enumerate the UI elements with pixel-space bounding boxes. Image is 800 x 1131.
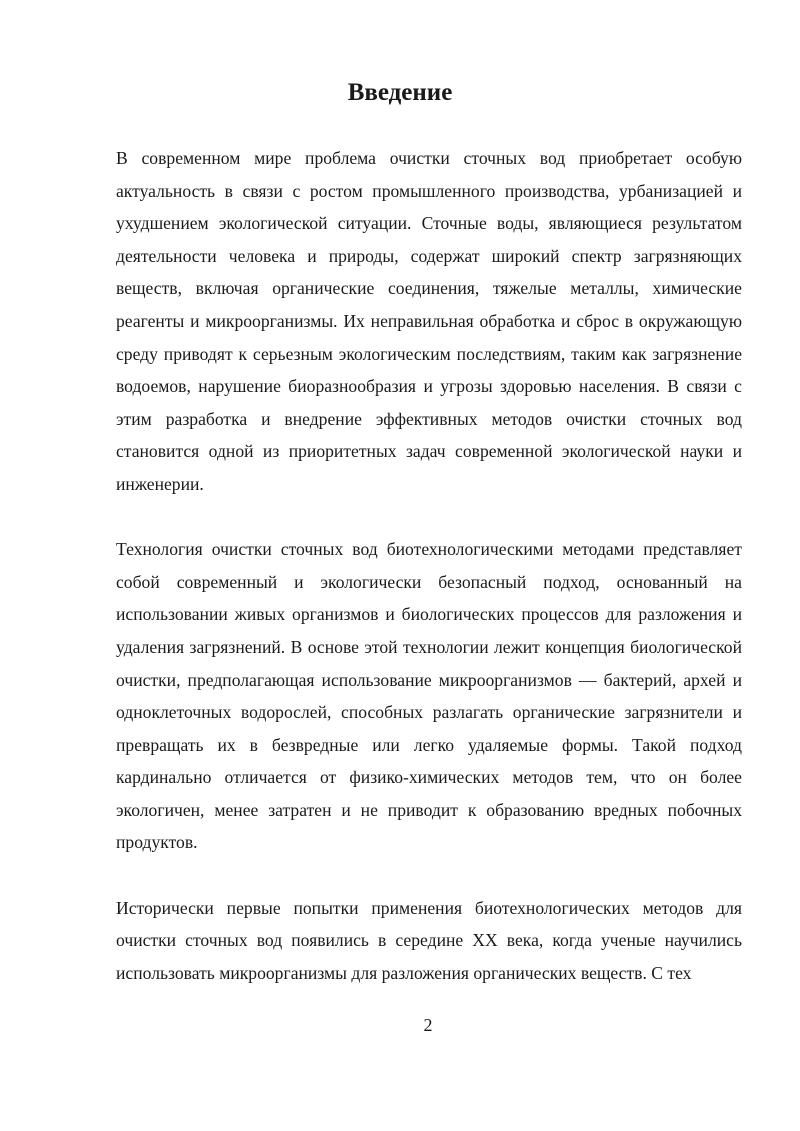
body-text — [116, 142, 742, 989]
paragraph-3: Исторически первые попытки применения биотехнологических методов для очистки сточных вод появились в середине XX века, когда ученые научились использовать микроорганизмы для разложения органических веществ. С тех — [116, 897, 742, 983]
page-number: 2 — [423, 1015, 433, 1035]
paragraph-1: В современном мире проблема очистки сточных вод приобретает особую актуальность в связи с ростом промышленного производства, урбанизацией и ухудшением экологической ситуации. Сточные воды, являющиеся результатом деятельности человека и природы, содержат широкий спектр загрязняющих веществ, включая органические соединения, тяжелые металлы, химические реагенты и микроорганизмы. Их неправильная обработка и сброс в окружающую среду приводят к серьезным экологическим последствиям, таким как загрязнение водоемов, нарушение биоразнообразия и угрозы здоровью населения. В связи с этим разработка и внедрение эффективных методов очистки сточных вод становится одной из приоритетных задач современной экологической науки и инженерии. — [116, 148, 742, 494]
paragraph-2: Технология очистки сточных вод биотехнологическими методами представляет собой современный и экологически безопасный подход, основанный на использовании живых организмов и биологических процессов для разложения и удаления загрязнений. В основе этой технологии лежит концепция биологической очистки, предполагающая использование микроорганизмов — бактерий, архей и одноклеточных водорослей, способных разлагать органические загрязнители и превращать их в безвредные или легко удаляемые формы. Такой подход кардинально отличается от физико-химических методов тем, что он более экологичен, менее затратен и не приводит к образованию вредных побочных продуктов. — [116, 539, 742, 853]
page-title: Введение — [347, 79, 453, 106]
